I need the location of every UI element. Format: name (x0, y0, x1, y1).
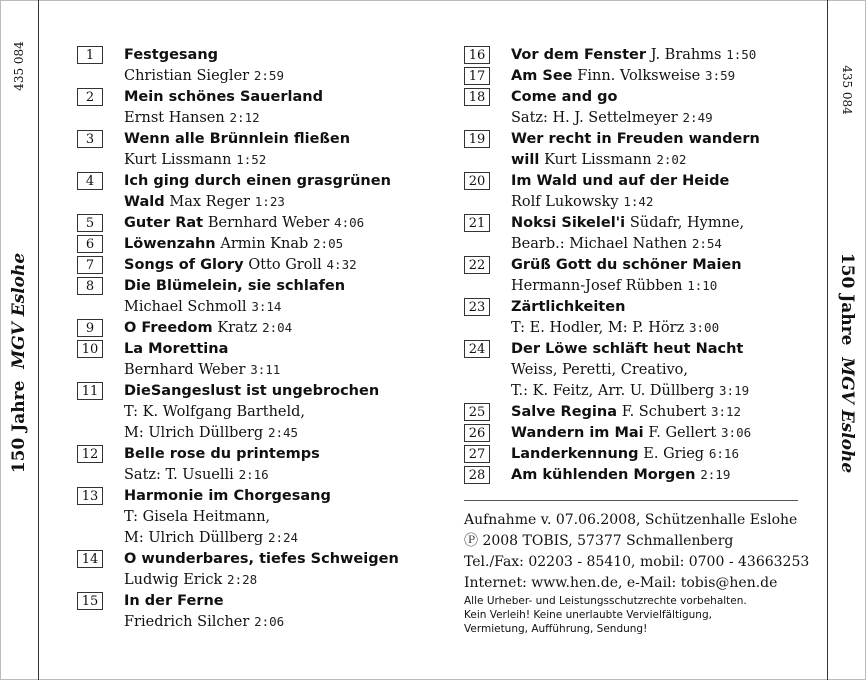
track-number: 26 (464, 424, 490, 442)
track-line (124, 86, 447, 107)
track-line (511, 170, 814, 191)
track-line (511, 65, 814, 86)
track-duration: 2:45 (267, 425, 299, 440)
track-credit: Ernst Hansen (124, 110, 225, 126)
track-number: 6 (77, 235, 103, 253)
track-line (511, 212, 814, 233)
track-item (77, 590, 447, 632)
track-line (511, 275, 814, 296)
track-item (464, 65, 814, 86)
track-duration: 2:54 (691, 236, 722, 251)
track-title: O wunderbares, tiefes Schweigen (124, 551, 399, 567)
track-line (124, 548, 447, 569)
track-item (77, 275, 447, 317)
track-number: 28 (464, 466, 490, 484)
track-duration: 3:59 (705, 68, 736, 83)
track-number: 15 (77, 592, 103, 610)
track-item (77, 233, 447, 254)
track-duration: 1:52 (236, 152, 267, 167)
track-line (124, 569, 447, 590)
track-number: 5 (77, 214, 103, 232)
track-title: DieSangeslust ist ungebrochen (124, 383, 380, 399)
track-title: Vor dem Fenster (511, 47, 646, 63)
track-duration: 2:12 (229, 110, 260, 125)
tracklist-right (464, 44, 814, 485)
track-line (511, 233, 814, 254)
track-duration: 2:49 (682, 110, 713, 125)
track-credit: Finn. Volksweise (577, 68, 701, 84)
track-title: Zärtlichkeiten (511, 299, 626, 315)
track-item (77, 254, 447, 275)
track-item (464, 254, 814, 296)
track-item (464, 401, 814, 422)
track-credit: T: E. Hodler, M: P. Hörz (511, 320, 685, 336)
track-credit: Christian Siegler (124, 68, 250, 84)
track-line (124, 44, 447, 65)
track-line (124, 170, 447, 191)
track-item (77, 44, 447, 86)
track-number: 14 (77, 550, 103, 568)
track-duration: 2:06 (254, 614, 285, 629)
tracklist-left (77, 44, 447, 632)
track-title: Songs of Glory (124, 257, 244, 273)
track-credit: Weiss, Peretti, Creativo, (511, 362, 688, 378)
contact-internet: Internet: www.hen.de, e-Mail: tobis@hen.de (464, 575, 778, 591)
left-spine (0, 0, 39, 680)
track-number: 4 (77, 172, 103, 190)
track-number: 12 (77, 445, 103, 463)
track-title: Wer recht in Freuden wandern (511, 131, 760, 147)
track-credit: E. Grieg (643, 446, 705, 462)
track-credit: M: Ulrich Düllberg (124, 425, 264, 441)
track-line (124, 296, 447, 317)
track-number: 27 (464, 445, 490, 463)
track-title: Wandern im Mai (511, 425, 644, 441)
track-title: Harmonie im Chorgesang (124, 488, 331, 504)
track-line (124, 149, 447, 170)
catalog-number: 435 084 (840, 65, 854, 115)
track-number: 22 (464, 256, 490, 274)
track-item (77, 548, 447, 590)
track-line (124, 212, 447, 233)
track-credit: T: Gisela Heitmann, (124, 509, 271, 525)
track-credit: M: Ulrich Düllberg (124, 530, 264, 546)
track-line (124, 443, 447, 464)
track-item (464, 128, 814, 170)
track-title: Wald (124, 194, 165, 210)
track-duration: 2:28 (227, 572, 258, 587)
track-credit: Bernhard Weber (124, 362, 246, 378)
track-title: Am See (511, 68, 573, 84)
track-title: Wenn alle Brünnlein fließen (124, 131, 351, 147)
track-line (124, 107, 447, 128)
track-duration: 3:12 (710, 404, 742, 419)
track-line (124, 317, 447, 338)
track-credit: Rolf Lukowsky (511, 194, 619, 210)
track-line (511, 317, 814, 338)
track-credit: Michael Schmoll (124, 299, 247, 315)
track-line (124, 233, 447, 254)
divider (464, 500, 798, 501)
track-title: Belle rose du printemps (124, 446, 320, 462)
track-title: Mein schönes Sauerland (124, 89, 323, 105)
track-duration: 2:59 (253, 68, 284, 83)
track-line (124, 527, 447, 548)
track-credit: Bernhard Weber (207, 215, 330, 231)
track-duration: 1:42 (623, 194, 654, 209)
track-number: 1 (77, 46, 103, 64)
track-item (77, 443, 447, 485)
track-number: 18 (464, 88, 490, 106)
track-line (124, 359, 447, 380)
track-number: 2 (77, 88, 103, 106)
production-info (464, 510, 809, 636)
track-credit: Bearb.: Michael Nathen (511, 236, 688, 252)
track-duration: 4:32 (326, 257, 357, 272)
catalog-number: 435 084 (12, 41, 26, 91)
track-credit: Kurt Lissmann (124, 152, 232, 168)
track-line (124, 506, 447, 527)
track-line (124, 254, 447, 275)
track-title: In der Ferne (124, 593, 224, 609)
track-line (511, 359, 814, 380)
track-line (511, 401, 814, 422)
track-credit: F. Gellert (648, 425, 717, 441)
track-line (124, 611, 447, 632)
track-title: Der Löwe schläft heut Nacht (511, 341, 744, 357)
track-duration: 2:02 (656, 152, 687, 167)
track-duration: 4:06 (334, 215, 365, 230)
track-title: Noksi Sikelel'i (511, 215, 626, 231)
track-item (464, 464, 814, 485)
track-duration: 1:50 (726, 47, 757, 62)
track-item (464, 212, 814, 254)
track-credit: Max Reger (169, 194, 250, 210)
track-line (124, 338, 447, 359)
track-title: Die Blümelein, sie schlafen (124, 278, 346, 294)
track-item (464, 338, 814, 401)
track-line (511, 86, 814, 107)
track-duration: 3:11 (250, 362, 281, 377)
track-duration: 2:04 (262, 320, 293, 335)
track-item (464, 170, 814, 212)
track-number: 20 (464, 172, 490, 190)
track-item (77, 338, 447, 380)
track-number: 8 (77, 277, 103, 295)
track-line (124, 65, 447, 86)
track-line (124, 422, 447, 443)
track-item (77, 86, 447, 128)
recording-info: Aufnahme v. 07.06.2008, Schützenhalle Eslohe (464, 512, 798, 528)
track-number: 24 (464, 340, 490, 358)
track-line (511, 107, 814, 128)
track-line (124, 464, 447, 485)
track-duration: 2:24 (267, 530, 299, 545)
track-item (77, 212, 447, 233)
track-item (464, 443, 814, 464)
track-number: 7 (77, 256, 103, 274)
track-title: Im Wald und auf der Heide (511, 173, 730, 189)
track-line (511, 380, 814, 401)
spine-title: 150 Jahre MGV Eslohe (837, 252, 857, 474)
track-title: Come and go (511, 89, 618, 105)
track-number: 16 (464, 46, 490, 64)
track-line (511, 296, 814, 317)
track-credit: Hermann-Josef Rübben (511, 278, 683, 294)
track-item (77, 380, 447, 443)
track-item (77, 317, 447, 338)
track-line (511, 254, 814, 275)
track-line (511, 44, 814, 65)
track-line (124, 275, 447, 296)
track-credit: F. Schubert (621, 404, 707, 420)
track-item (464, 296, 814, 338)
track-duration: 3:14 (251, 299, 282, 314)
track-duration: 3:19 (719, 383, 750, 398)
track-duration: 3:00 (689, 320, 720, 335)
track-duration: 2:16 (238, 467, 269, 482)
track-credit: Otto Groll (248, 257, 322, 273)
track-duration: 6:16 (708, 446, 739, 461)
rights-notice: Vermietung, Aufführung, Sendung! (464, 623, 648, 635)
track-credit: Armin Knab (220, 236, 309, 252)
right-spine (827, 0, 866, 680)
track-title: will (511, 152, 540, 168)
track-line (511, 191, 814, 212)
track-credit: T.: K. Feitz, Arr. U. Düllberg (511, 383, 715, 399)
track-number: 9 (77, 319, 103, 337)
track-credit: Satz: H. J. Settelmeyer (511, 110, 678, 126)
track-number: 25 (464, 403, 490, 421)
track-line (124, 128, 447, 149)
track-number: 13 (77, 487, 103, 505)
track-duration: 1:10 (687, 278, 718, 293)
track-number: 21 (464, 214, 490, 232)
track-line (511, 338, 814, 359)
track-line (124, 401, 447, 422)
track-number: 11 (77, 382, 103, 400)
track-line (511, 443, 814, 464)
track-duration: 2:19 (700, 467, 731, 482)
track-credit: Satz: T. Usuelli (124, 467, 234, 483)
track-credit: Ludwig Erick (124, 572, 223, 588)
track-number: 23 (464, 298, 490, 316)
track-line (511, 464, 814, 485)
track-duration: 2:05 (313, 236, 344, 251)
track-line (124, 590, 447, 611)
track-item (464, 422, 814, 443)
track-title: Festgesang (124, 47, 219, 63)
copyright-line: Ⓟ 2008 TOBIS, 57377 Schmallenberg (464, 533, 734, 549)
track-credit: T: K. Wolfgang Bartheld, (124, 404, 306, 420)
track-line (124, 485, 447, 506)
track-line (511, 128, 814, 149)
track-duration: 3:06 (721, 425, 752, 440)
track-line (511, 149, 814, 170)
track-title: O Freedom (124, 320, 213, 336)
contact-phone: Tel./Fax: 02203 - 85410, mobil: 0700 - 43663253 (464, 554, 810, 570)
track-credit: Kratz (217, 320, 258, 336)
track-number: 19 (464, 130, 490, 148)
track-credit: J. Brahms (650, 47, 722, 63)
track-item (464, 86, 814, 128)
track-credit: Kurt Lissmann (544, 152, 652, 168)
track-title: Guter Rat (124, 215, 204, 231)
spine-title: 150 Jahre MGV Eslohe (9, 252, 29, 474)
track-line (511, 422, 814, 443)
track-item (77, 170, 447, 212)
track-title: Am kühlenden Morgen (511, 467, 696, 483)
track-title: Landerkennung (511, 446, 639, 462)
track-title: Grüß Gott du schöner Maien (511, 257, 742, 273)
track-title: Ich ging durch einen grasgrünen (124, 173, 391, 189)
track-credit: Südafr, Hymne, (629, 215, 745, 231)
track-credit: Friedrich Silcher (124, 614, 250, 630)
track-number: 17 (464, 67, 490, 85)
track-number: 3 (77, 130, 103, 148)
track-item (77, 485, 447, 548)
track-title: Löwenzahn (124, 236, 216, 252)
rights-notice: Kein Verleih! Keine unerlaubte Vervielfältigung, (464, 609, 712, 621)
track-item (77, 128, 447, 170)
track-title: Salve Regina (511, 404, 617, 420)
track-title: La Morettina (124, 341, 229, 357)
track-duration: 1:23 (254, 194, 285, 209)
track-item (464, 44, 814, 65)
track-line (124, 380, 447, 401)
rights-notice: Alle Urheber- und Leistungsschutzrechte vorbehalten. (464, 595, 747, 607)
track-line (124, 191, 447, 212)
track-number: 10 (77, 340, 103, 358)
